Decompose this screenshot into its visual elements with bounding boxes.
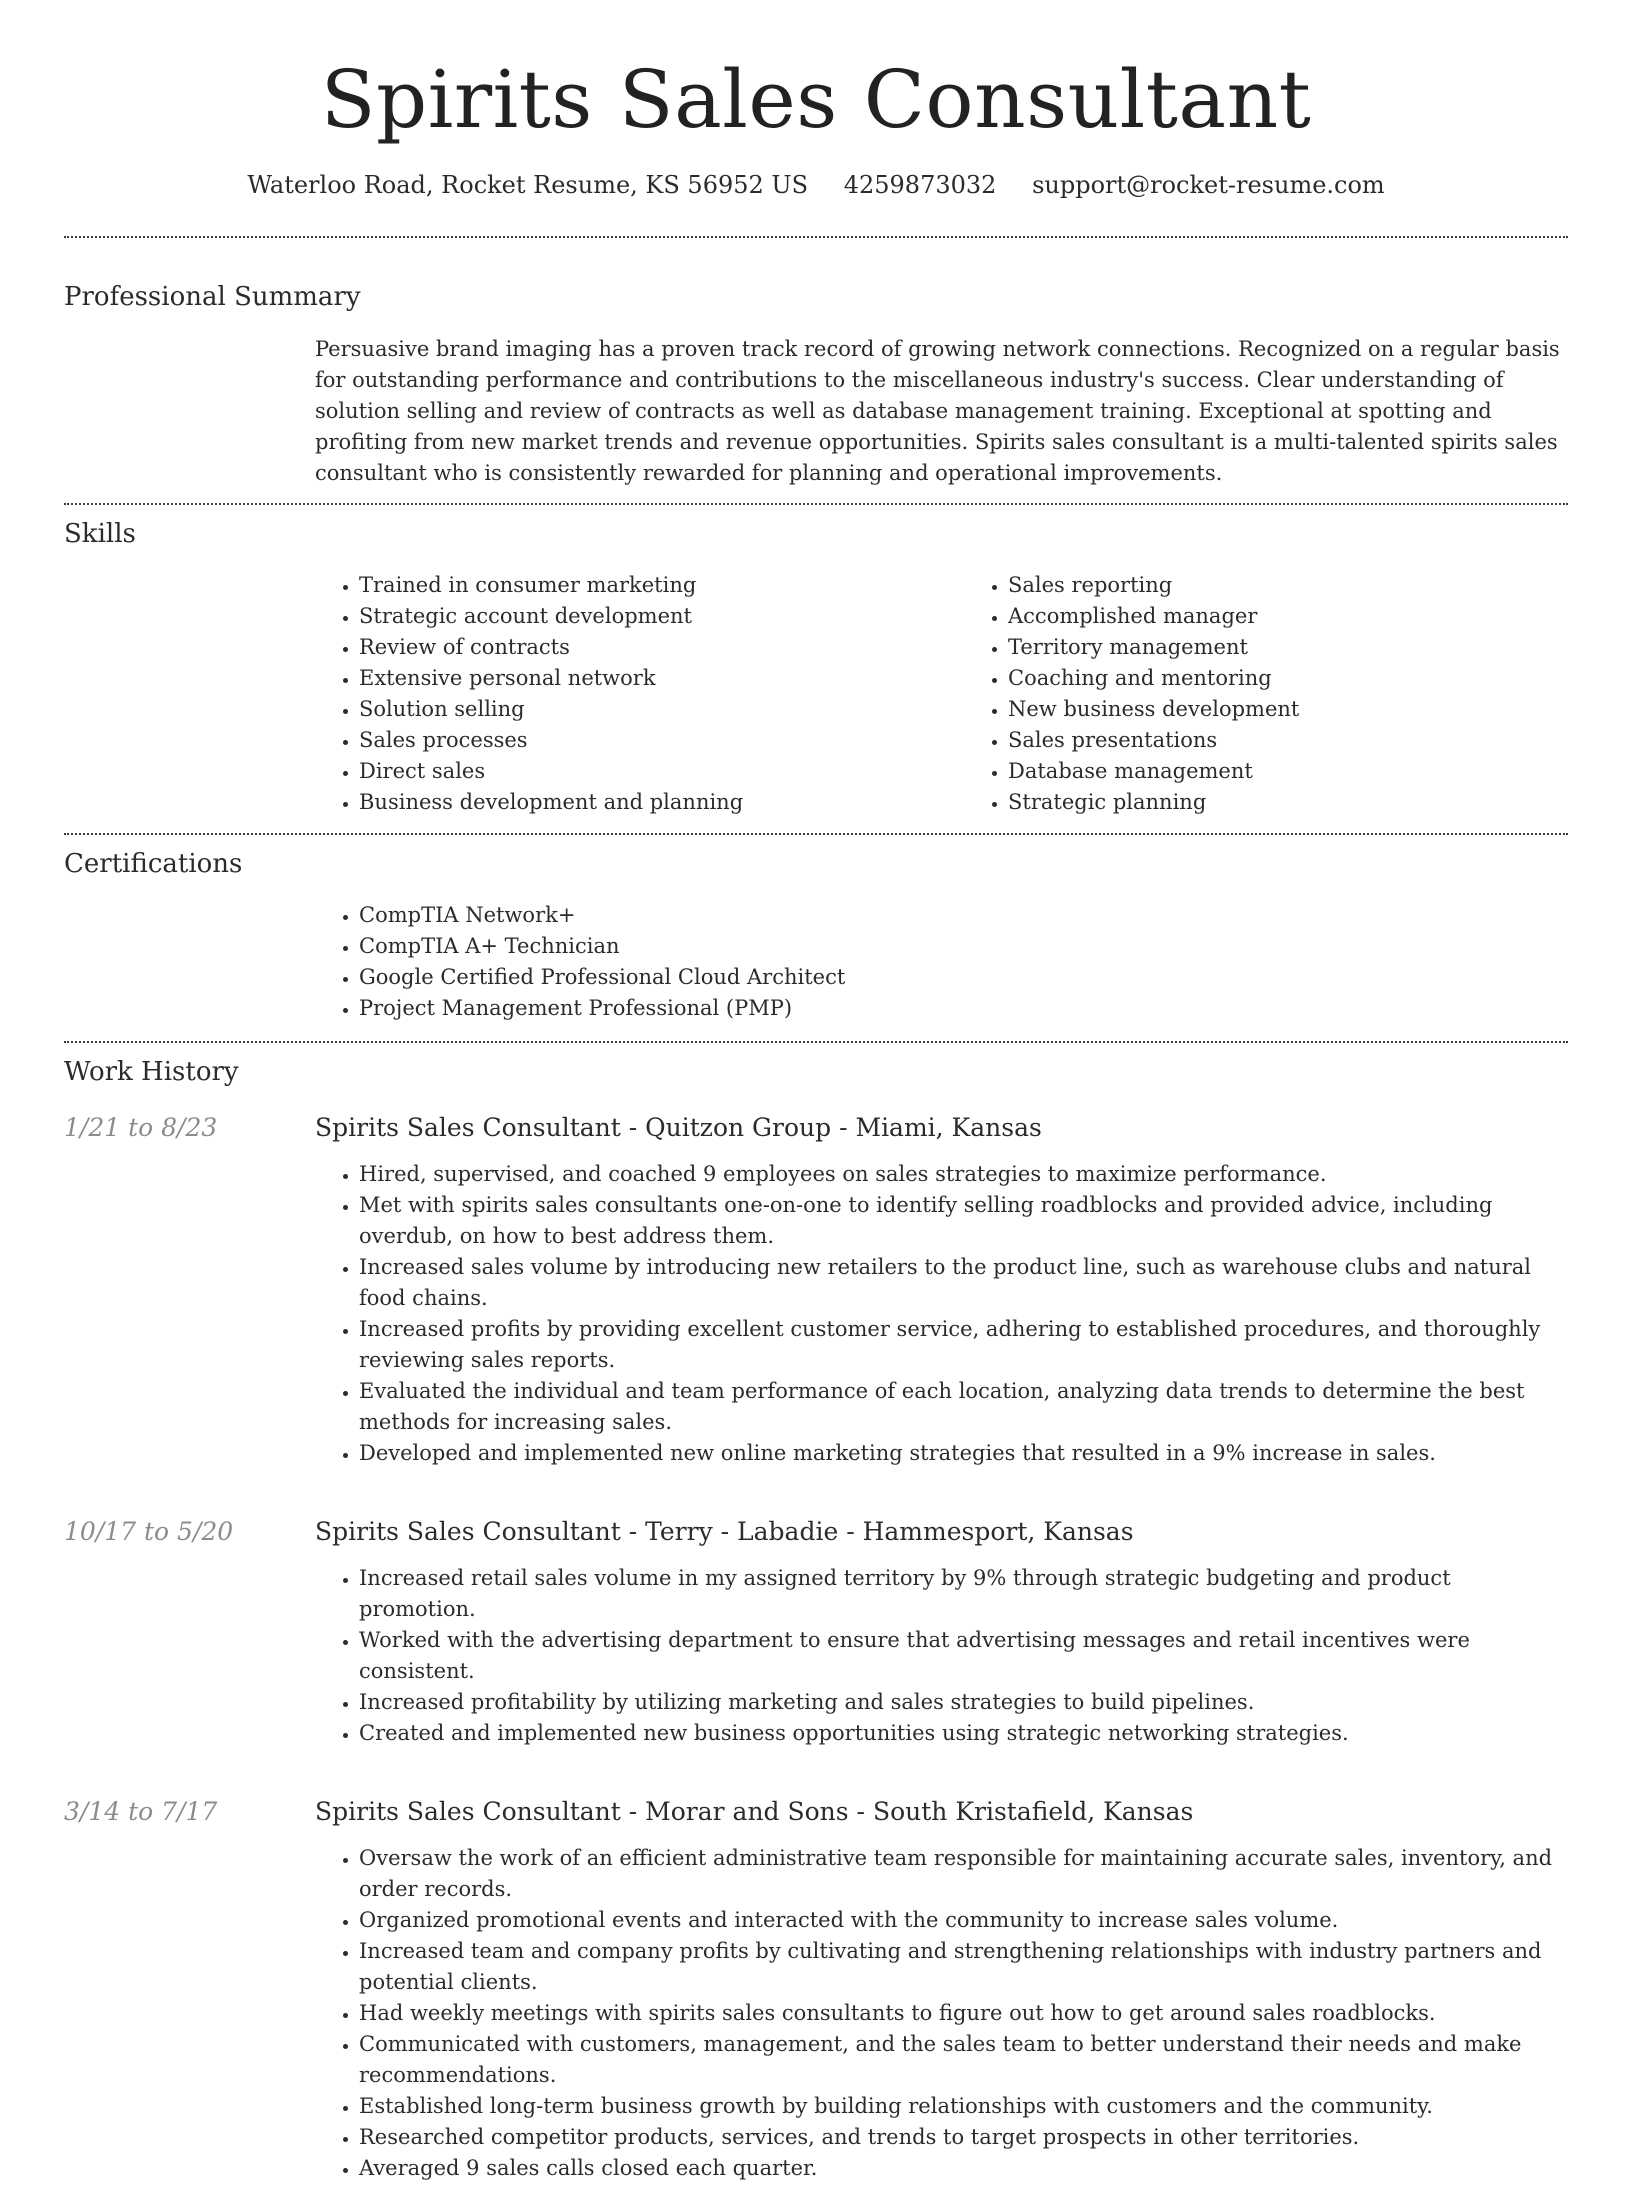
- candidate-name: Spirits Sales Consultant: [320, 53, 1312, 146]
- job-bullet: • Organized promotional events and interacted with the community to increase sales volume.: [359, 1905, 1568, 1936]
- work-history-heading: Work History: [64, 1057, 239, 1087]
- job-bullet: • Researched competitor products, services, and trends to target prospects in other territories.: [359, 2122, 1568, 2153]
- skill-item: • Coaching and mentoring: [1008, 663, 1568, 694]
- skills-list-right: [964, 570, 1568, 818]
- skill-item: • Strategic account development: [359, 601, 919, 632]
- job-bullet: • Created and implemented new business opportunities using strategic networking strategies.: [359, 1718, 1568, 1749]
- contact-email: support@rocket-resume.com: [1032, 171, 1385, 199]
- skills-columns: [315, 570, 1568, 833]
- skill-item: • Solution selling: [359, 694, 919, 725]
- summary-section: [64, 238, 1568, 503]
- job-bullet: • Established long-term business growth by building relationships with customers and the community.: [359, 2091, 1568, 2122]
- certification-item: • Project Management Professional (PMP): [359, 993, 1568, 1024]
- job-bullet: • Increased team and company profits by cultivating and strengthening relationships with industry partners and potential clients.: [359, 1936, 1568, 1998]
- certification-item: • CompTIA Network+: [359, 900, 1568, 931]
- contact-line: [64, 168, 1568, 202]
- job-bullet: • Had weekly meetings with spirits sales consultants to figure out how to get around sales roadblocks.: [359, 1998, 1568, 2029]
- skills-section: [64, 505, 1568, 833]
- job-dates: 3/14 to 7/17: [64, 1797, 218, 1826]
- job-bullet: • Communicated with customers, management, and the sales team to better understand their needs and make recommendations.: [359, 2029, 1568, 2091]
- skill-item: • Extensive personal network: [359, 663, 919, 694]
- job-title: Spirits Sales Consultant - Quitzon Group - Miami, Kansas: [315, 1113, 1042, 1142]
- job-title: Spirits Sales Consultant - Morar and Sons - South Kristafield, Kansas: [315, 1797, 1194, 1826]
- job-dates: 10/17 to 5/20: [64, 1517, 234, 1546]
- skills-list-left: [315, 570, 919, 818]
- resume-header: [64, 0, 1568, 202]
- job-bullet: • Evaluated the individual and team performance of each location, analyzing data trends to determine the best methods for increasing sales.: [359, 1376, 1568, 1438]
- job-bullet: • Increased retail sales volume in my assigned territory by 9% through strategic budgeting and product promotion.: [359, 1563, 1568, 1625]
- certification-item: • Google Certified Professional Cloud Architect: [359, 962, 1568, 993]
- job-bullet-list: [315, 1159, 1568, 1469]
- job-bullet: • Increased profitability by utilizing marketing and sales strategies to build pipelines.: [359, 1687, 1568, 1718]
- job-bullet: • Hired, supervised, and coached 9 employees on sales strategies to maximize performance.: [359, 1159, 1568, 1190]
- skill-item: • Direct sales: [359, 756, 919, 787]
- job-bullet: • Developed and implemented new online marketing strategies that resulted in a 9% increase in sales.: [359, 1438, 1568, 1469]
- job-header: [64, 1111, 1568, 1145]
- certifications-heading: Certifications: [64, 849, 243, 879]
- summary-heading: Professional Summary: [64, 282, 361, 312]
- skills-heading: Skills: [64, 519, 136, 549]
- skill-item: • Strategic planning: [1008, 787, 1568, 818]
- certifications-section: [64, 835, 1568, 1041]
- job-details: [315, 1159, 1568, 1469]
- contact-phone: 4259873032: [843, 171, 997, 199]
- job-details: [315, 1563, 1568, 1749]
- skill-item: • Trained in consumer marketing: [359, 570, 919, 601]
- job-bullet: • Met with spirits sales consultants one-on-one to identify selling roadblocks and provided advice, including overdub, on how to best address them.: [359, 1190, 1568, 1252]
- job-details: [315, 1843, 1568, 2184]
- job-bullet-list: [315, 1843, 1568, 2184]
- summary-text: Persuasive brand imaging has a proven track record of growing network connections. Recognized on a regular basis for outstanding performance and contributions to the miscellaneous industry's success. Clear understanding of solution selling and review of contracts as well as database management training. Exceptional at spotting and profiting from new market trends and revenue opportunities. Spirits sales consultant is a multi-talented spirits sales consultant who is consistently rewarded for planning and operational improvements.: [315, 337, 1560, 485]
- skill-item: • Review of contracts: [359, 632, 919, 663]
- resume-page: [64, 0, 1568, 2184]
- skill-item: • Sales processes: [359, 725, 919, 756]
- job-bullet-list: [315, 1563, 1568, 1749]
- work-history-section: [64, 1043, 1568, 2184]
- skill-item: • Business development and planning: [359, 787, 919, 818]
- job-header: [64, 1515, 1568, 1549]
- skill-item: • Accomplished manager: [1008, 601, 1568, 632]
- certifications-content: [315, 900, 1568, 1041]
- job-title: Spirits Sales Consultant - Terry - Labadie - Hammesport, Kansas: [315, 1517, 1134, 1546]
- skill-item: • Sales reporting: [1008, 570, 1568, 601]
- contact-address: Waterloo Road, Rocket Resume, KS 56952 US: [247, 171, 809, 199]
- skill-item: • Territory management: [1008, 632, 1568, 663]
- job-bullet: • Worked with the advertising department to ensure that advertising messages and retail incentives were consistent.: [359, 1625, 1568, 1687]
- job-header: [64, 1795, 1568, 1829]
- skill-item: • New business development: [1008, 694, 1568, 725]
- certifications-list: [315, 900, 1568, 1024]
- job-bullet: • Increased profits by providing excellent customer service, adhering to established procedures, and thoroughly reviewing sales reports.: [359, 1314, 1568, 1376]
- skill-item: • Database management: [1008, 756, 1568, 787]
- job-bullet: • Increased sales volume by introducing new retailers to the product line, such as warehouse clubs and natural food chains.: [359, 1252, 1568, 1314]
- job-bullet: • Oversaw the work of an efficient administrative team responsible for maintaining accurate sales, inventory, and order records.: [359, 1843, 1568, 1905]
- certification-item: • CompTIA A+ Technician: [359, 931, 1568, 962]
- skill-item: • Sales presentations: [1008, 725, 1568, 756]
- job-dates: 1/21 to 8/23: [64, 1113, 218, 1142]
- job-bullet: • Averaged 9 sales calls closed each quarter.: [359, 2153, 1568, 2184]
